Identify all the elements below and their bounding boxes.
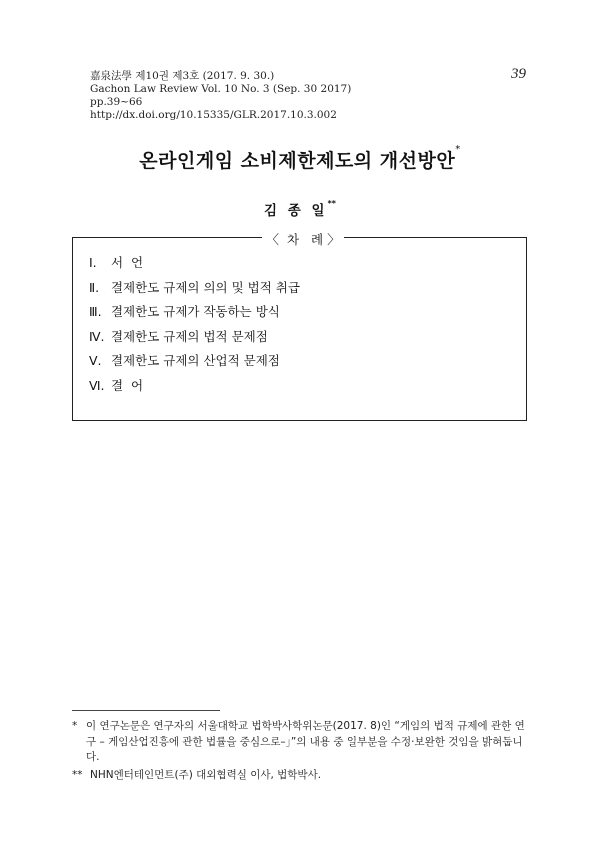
toc-item-number: Ⅵ.	[89, 377, 105, 393]
toc-item[interactable]	[89, 303, 300, 328]
toc-list	[89, 254, 300, 402]
footnote-2	[72, 768, 530, 784]
toc-item-text: 결제한도 규제의 의의 및 법적 취급	[110, 279, 300, 295]
toc-item-text: 결제한도 규제의 산업적 문제점	[110, 353, 280, 369]
doi-link[interactable]: http://dx.doi.org/10.15335/GLR.2017.10.3.002	[90, 109, 337, 121]
toc-label	[262, 229, 344, 248]
journal-issue-english: Gachon Law Review Vol. 10 No. 3 (Sep. 30 2017)	[90, 83, 352, 95]
toc-item-text: 결제한도 규제가 작동하는 방식	[110, 304, 280, 320]
author	[0, 199, 600, 219]
page-number: 39	[511, 66, 526, 82]
author-name: 김 종 일	[264, 203, 328, 219]
title-footnote-mark[interactable]: *	[455, 144, 461, 155]
author-footnote-mark[interactable]: **	[327, 199, 336, 208]
toc-right-bracket-icon: 〉	[327, 233, 341, 248]
journal-header	[90, 70, 351, 122]
page-range: pp.39~66	[90, 96, 143, 108]
footnote-2-text: NHN엔터테인먼트(주) 대외협력실 이사, 법학박사.	[90, 768, 322, 781]
toc-item-number: Ⅲ.	[89, 304, 102, 320]
toc-item-number: Ⅱ.	[89, 279, 100, 295]
toc-item-number: Ⅰ.	[89, 255, 97, 270]
toc-item[interactable]	[89, 279, 300, 304]
footnotes	[72, 719, 530, 783]
toc-item[interactable]	[89, 254, 300, 279]
paper-title	[0, 146, 600, 173]
footnote-divider	[72, 710, 220, 711]
footnote-1-mark: *	[72, 720, 78, 732]
paper-title-text: 온라인게임 소비제한제도의 개선방안	[139, 150, 456, 172]
toc-item-number: Ⅳ.	[89, 328, 105, 344]
toc-label-text: 차 례	[287, 232, 328, 247]
journal-issue-korean: 嘉泉法學 제10권 제3호 (2017. 9. 30.)	[90, 70, 275, 82]
toc-item-text: 결 어	[110, 377, 144, 393]
toc-item[interactable]	[89, 377, 300, 402]
footnote-1-text: 이 연구논문은 연구자의 서울대학교 법학박사학위논문(2017. 8)인 “게임의 법적 규제에 관한 연구 – 게임산업진흥에 관한 법률을 중심으로–」”의 내용 중 일부분을 수정·보완한 것임을 밝혀둡니다.	[86, 720, 525, 763]
toc-item-number: Ⅴ.	[89, 353, 102, 369]
footnote-1	[72, 719, 530, 766]
toc-item[interactable]	[89, 352, 300, 377]
toc-left-bracket-icon: 〈	[266, 233, 280, 248]
toc-item-text: 서 언	[110, 255, 144, 270]
footnote-2-mark: **	[72, 768, 83, 781]
toc-item-text: 결제한도 규제의 법적 문제점	[110, 328, 268, 344]
toc-item[interactable]	[89, 328, 300, 353]
